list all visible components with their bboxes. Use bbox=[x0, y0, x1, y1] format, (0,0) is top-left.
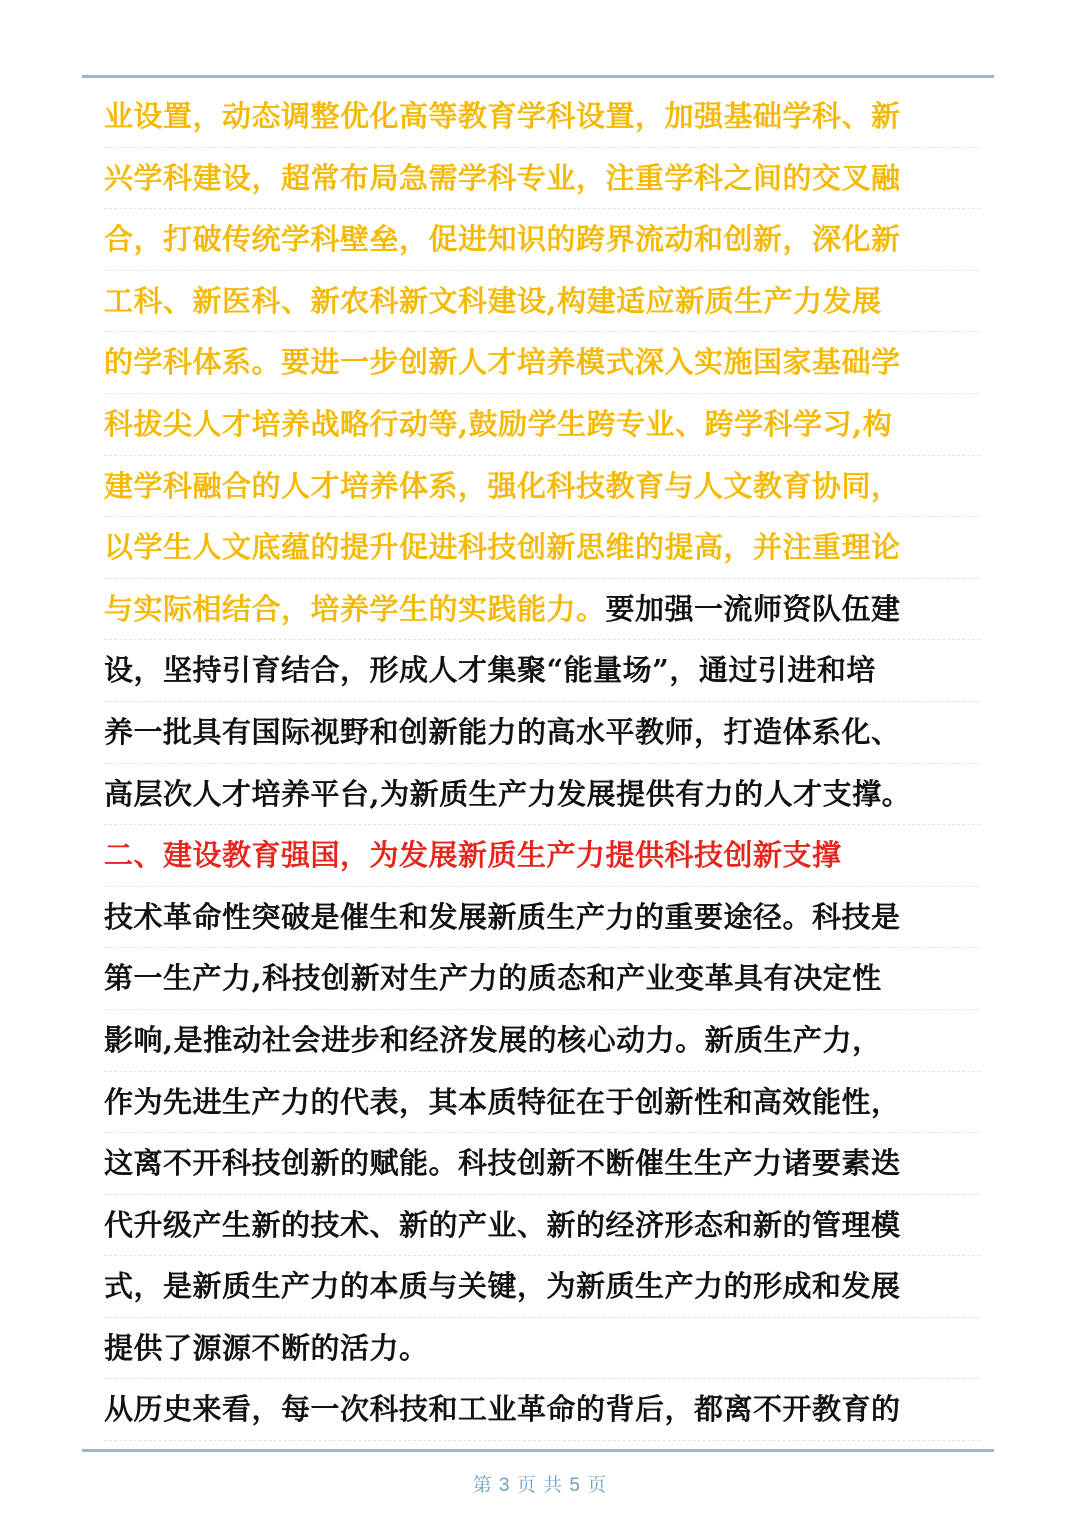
page-number: 第 3 页 共 5 页 bbox=[472, 1475, 608, 1496]
text-line bbox=[104, 271, 980, 333]
text-segment: 作为先进生产力的代表，其本质特征在于创新性和高效能性， bbox=[104, 1084, 901, 1119]
text-segment: 提供了源源不断的活力。 bbox=[104, 1330, 429, 1365]
text-line bbox=[104, 1072, 980, 1134]
text-line bbox=[104, 887, 980, 949]
text-segment: 设，坚持引育结合，形成人才集聚“能量场”，通过引进和培 bbox=[104, 653, 876, 688]
text-segment: 高层次人才培养平台,为新质生产力发展提供有力的人才支撑。 bbox=[104, 776, 912, 811]
text-line bbox=[104, 148, 980, 210]
text-line bbox=[104, 579, 980, 641]
text-line bbox=[104, 209, 980, 271]
text-segment: 兴学科建设，超常布局急需学科专业，注重学科之间的交叉融 bbox=[104, 160, 901, 195]
text-line bbox=[104, 825, 980, 887]
text-segment: 以学生人文底蕴的提升促进科技创新思维的提高，并注重理论 bbox=[104, 530, 901, 565]
text-segment: 代升级产生新的技术、新的产业、新的经济形态和新的管理模 bbox=[104, 1207, 901, 1242]
top-divider bbox=[82, 75, 994, 78]
text-line bbox=[104, 1256, 980, 1318]
text-line bbox=[104, 702, 980, 764]
text-line bbox=[104, 517, 980, 579]
text-line bbox=[104, 1318, 980, 1380]
text-segment: 工科、新医科、新农科新文科建设,构建适应新质生产力发展 bbox=[104, 283, 882, 318]
text-line bbox=[104, 1010, 980, 1072]
text-segment: 技术革命性突破是催生和发展新质生产力的重要途径。科技是 bbox=[104, 899, 901, 934]
text-segment: 业设置，动态调整优化高等教育学科设置，加强基础学科、新 bbox=[104, 99, 901, 133]
text-segment: 的学科体系。要进一步创新人才培养模式深入实施国家基础学 bbox=[104, 345, 901, 380]
text-segment: 建学科融合的人才培养体系，强化科技教育与人文教育协同， bbox=[104, 468, 901, 503]
text-line bbox=[104, 764, 980, 826]
text-line bbox=[104, 86, 980, 148]
text-segment: 合，打破传统学科壁垒，促进知识的跨界流动和创新，深化新 bbox=[104, 222, 901, 257]
text-line bbox=[104, 1379, 980, 1441]
text-segment: 第一生产力,科技创新对生产力的质态和产业变革具有决定性 bbox=[104, 961, 882, 996]
text-segment: 要加强一流师资队伍建 bbox=[605, 591, 901, 626]
text-line bbox=[104, 948, 980, 1010]
bottom-divider bbox=[82, 1449, 994, 1452]
text-line bbox=[104, 394, 980, 456]
text-segment: 与实际相结合，培养学生的实践能力。 bbox=[104, 591, 606, 626]
text-segment: 科拔尖人才培养战略行动等,鼓励学生跨专业、跨学科学习,构 bbox=[104, 406, 893, 441]
text-line bbox=[104, 640, 980, 702]
text-segment: 这离不开科技创新的赋能。科技创新不断催生生产力诸要素迭 bbox=[104, 1146, 901, 1181]
text-segment: 从历史来看，每一次科技和工业革命的背后，都离不开教育的 bbox=[104, 1392, 901, 1427]
text-line bbox=[104, 332, 980, 394]
text-segment: 影响,是推动社会进步和经济发展的核心动力。新质生产力， bbox=[104, 1022, 882, 1057]
text-segment: 养一批具有国际视野和创新能力的高水平教师，打造体系化、 bbox=[104, 714, 901, 749]
text-line bbox=[104, 1195, 980, 1257]
text-segment: 式，是新质生产力的本质与关键，为新质生产力的形成和发展 bbox=[104, 1269, 901, 1304]
section-heading: 二、建设教育强国，为发展新质生产力提供科技创新支撑 bbox=[104, 838, 842, 873]
text-line bbox=[104, 456, 980, 518]
document-body bbox=[104, 86, 980, 1441]
text-line bbox=[104, 1133, 980, 1195]
